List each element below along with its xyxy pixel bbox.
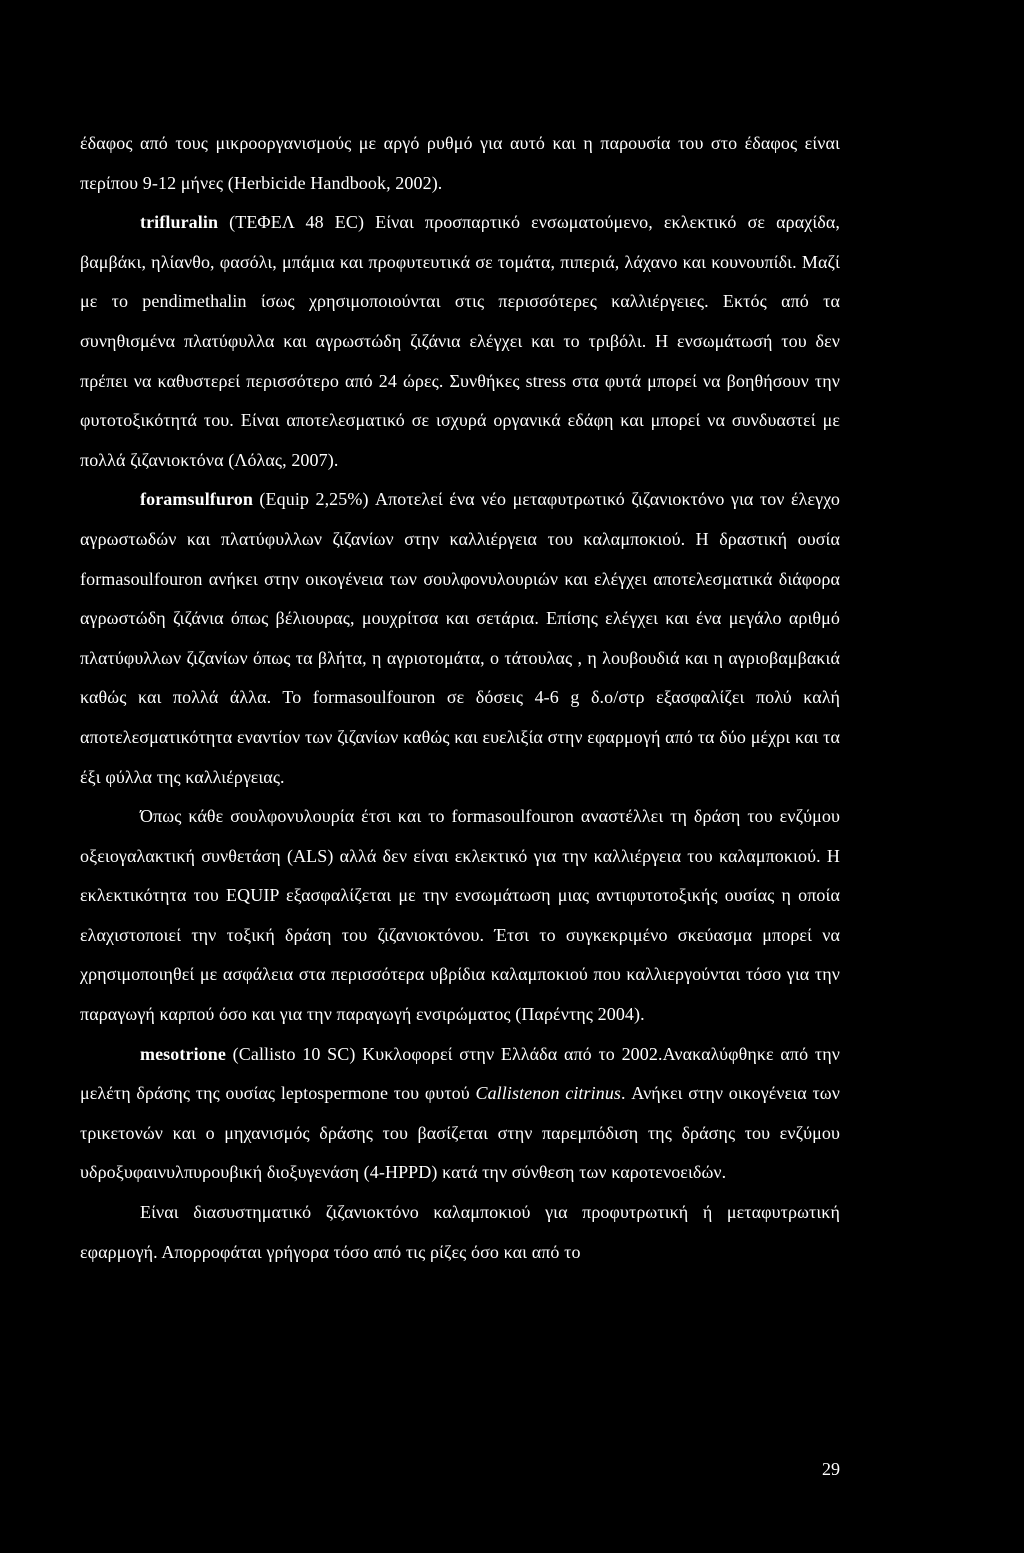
page-number: 29 bbox=[822, 1459, 840, 1479]
paragraph-text: έδαφος από τους μικροοργανισμούς με αργό ρυθμό για αυτό και η παρουσία του στο έδαφος είναι περίπου 9-12 μήνες (Herbicide Handbook, 2002). bbox=[80, 133, 840, 193]
paragraph-trifluralin bbox=[80, 203, 840, 480]
paragraph-text: Όπως κάθε σουλφονυλουρία έτσι και το formasoulfouron αναστέλλει τη δράση του ενζύμου οξειογαλακτική συνθετάση (ALS) αλλά δεν είναι εκλεκτικό για την καλλιέργεια του καλαμποκιού. Η εκλεκτικότητα του EQUIP εξασφαλίζεται με την ενσωμάτωση μιας αντιφυτοτοξικής ουσίας η οποία ελαχιστοποιεί την τοξική δράση του ζιζανιοκτόνου. Έτσι το συγκεκριμένο σκεύασμα μπορεί να χρησιμοποιηθεί με ασφάλεια στα περισσότερα υβρίδια καλαμποκιού που καλλιεργούνται τόσο για την παραγωγή καρπού όσο και για την παραγωγή ενσιρώματος (Παρέντης 2004). bbox=[80, 806, 840, 1025]
paragraph-systemic bbox=[80, 1193, 840, 1272]
paragraph-text: (Callisto 10 SC) Κυκλοφορεί στην Ελλάδα από το 2002.Ανακαλύφθηκε από την μελέτη δράσης της ουσίας leptospermone του φυτού bbox=[80, 1043, 840, 1104]
paragraph-mesotrione bbox=[80, 1035, 840, 1193]
paragraph-1 bbox=[80, 124, 840, 203]
paragraph-text: (Equip 2,25%) Αποτελεί ένα νέο μεταφυτρωτικό ζιζανιοκτόνο για τον έλεγχο αγρωστωδών και πλατύφυλλων ζιζανίων στην καλλιέργεια του καλαμποκιού. Η δραστική ουσία formasoulfouron ανήκει στην οικογένεια των σουλφονυλουριών και ελέγχει αποτελεσματικά διάφορα αγρωστώδη ζιζάνια όπως βέλιουρας, μουχρίτσα και σετάρια. Επίσης ελέγχει και ένα μεγάλο αριθμό πλατύφυλλων ζιζανίων όπως τα βλήτα, η αγριοτομάτα, ο τάτουλας , η λουβουδιά και η αγριοβαμβακιά καθώς και πολλά άλλα. Το formasoulfouron σε δόσεις 4-6 g δ.ο/στρ εξασφαλίζει πολύ καλή αποτελεσματικότητα εναντίον των ζιζανίων καθώς και ευελιξία στην εφαρμογή από τα δύο μέχρι και τα έξι φύλλα της καλλιέργειας. bbox=[80, 489, 840, 787]
paragraph-foramsulfuron bbox=[80, 480, 840, 797]
term-trifluralin: trifluralin bbox=[140, 212, 219, 233]
paragraph-text: Είναι διασυστηματικό ζιζανιοκτόνο καλαμποκιού για προφυτρωτική ή μεταφυτρωτική εφαρμογή. Απορροφάται γρήγορα τόσο από τις ρίζες όσο και από το bbox=[80, 1202, 840, 1262]
paragraph-text: . Ανήκει στην οικογένεια των τρικετονών και ο μηχανισμός δράσης του βασίζεται στην παρεμπόδιση της δράσης του ενζύμου υδροξυφαινυλπυρουβική διοξυγενάση (4-HPPD) κατά την σύνθεση των καροτενοειδών. bbox=[80, 1083, 840, 1183]
term-mesotrione: mesotrione bbox=[140, 1043, 226, 1064]
paragraph-sulfonylurea bbox=[80, 797, 840, 1035]
paragraph-text: (ΤΕΦΕΛ 48 EC) Είναι προσπαρτικό ενσωματούμενο, εκλεκτικό σε αραχίδα, βαμβάκι, ηλίανθο, φασόλι, μπάμια και προφυτευτικά σε τομάτα, πιπεριά, λάχανο και κουνουπίδι. Μαζί με το pendimethalin ίσως χρησιμοποιούνται στις περισσότερες καλλιέργειες. Εκτός από τα συνηθισμένα πλατύφυλλα και αγρωστώδη ζιζάνια ελέγχει και το τριβόλι. Η ενσωμάτωσή του δεν πρέπει να καθυστερεί περισσότερο από 24 ώρες. Συνθήκες stress στα φυτά μπορεί να βοηθήσουν την φυτοτοξικότητά του. Είναι αποτελεσματικό σε ισχυρά οργανικά εδάφη και μπορεί να συνδυαστεί με πολλά ζιζανιοκτόνα (Λόλας, 2007). bbox=[80, 212, 840, 470]
term-foramsulfuron: foramsulfuron bbox=[140, 489, 253, 510]
body-text bbox=[80, 124, 840, 1272]
species-name: Callistenon citrinus bbox=[475, 1083, 622, 1104]
